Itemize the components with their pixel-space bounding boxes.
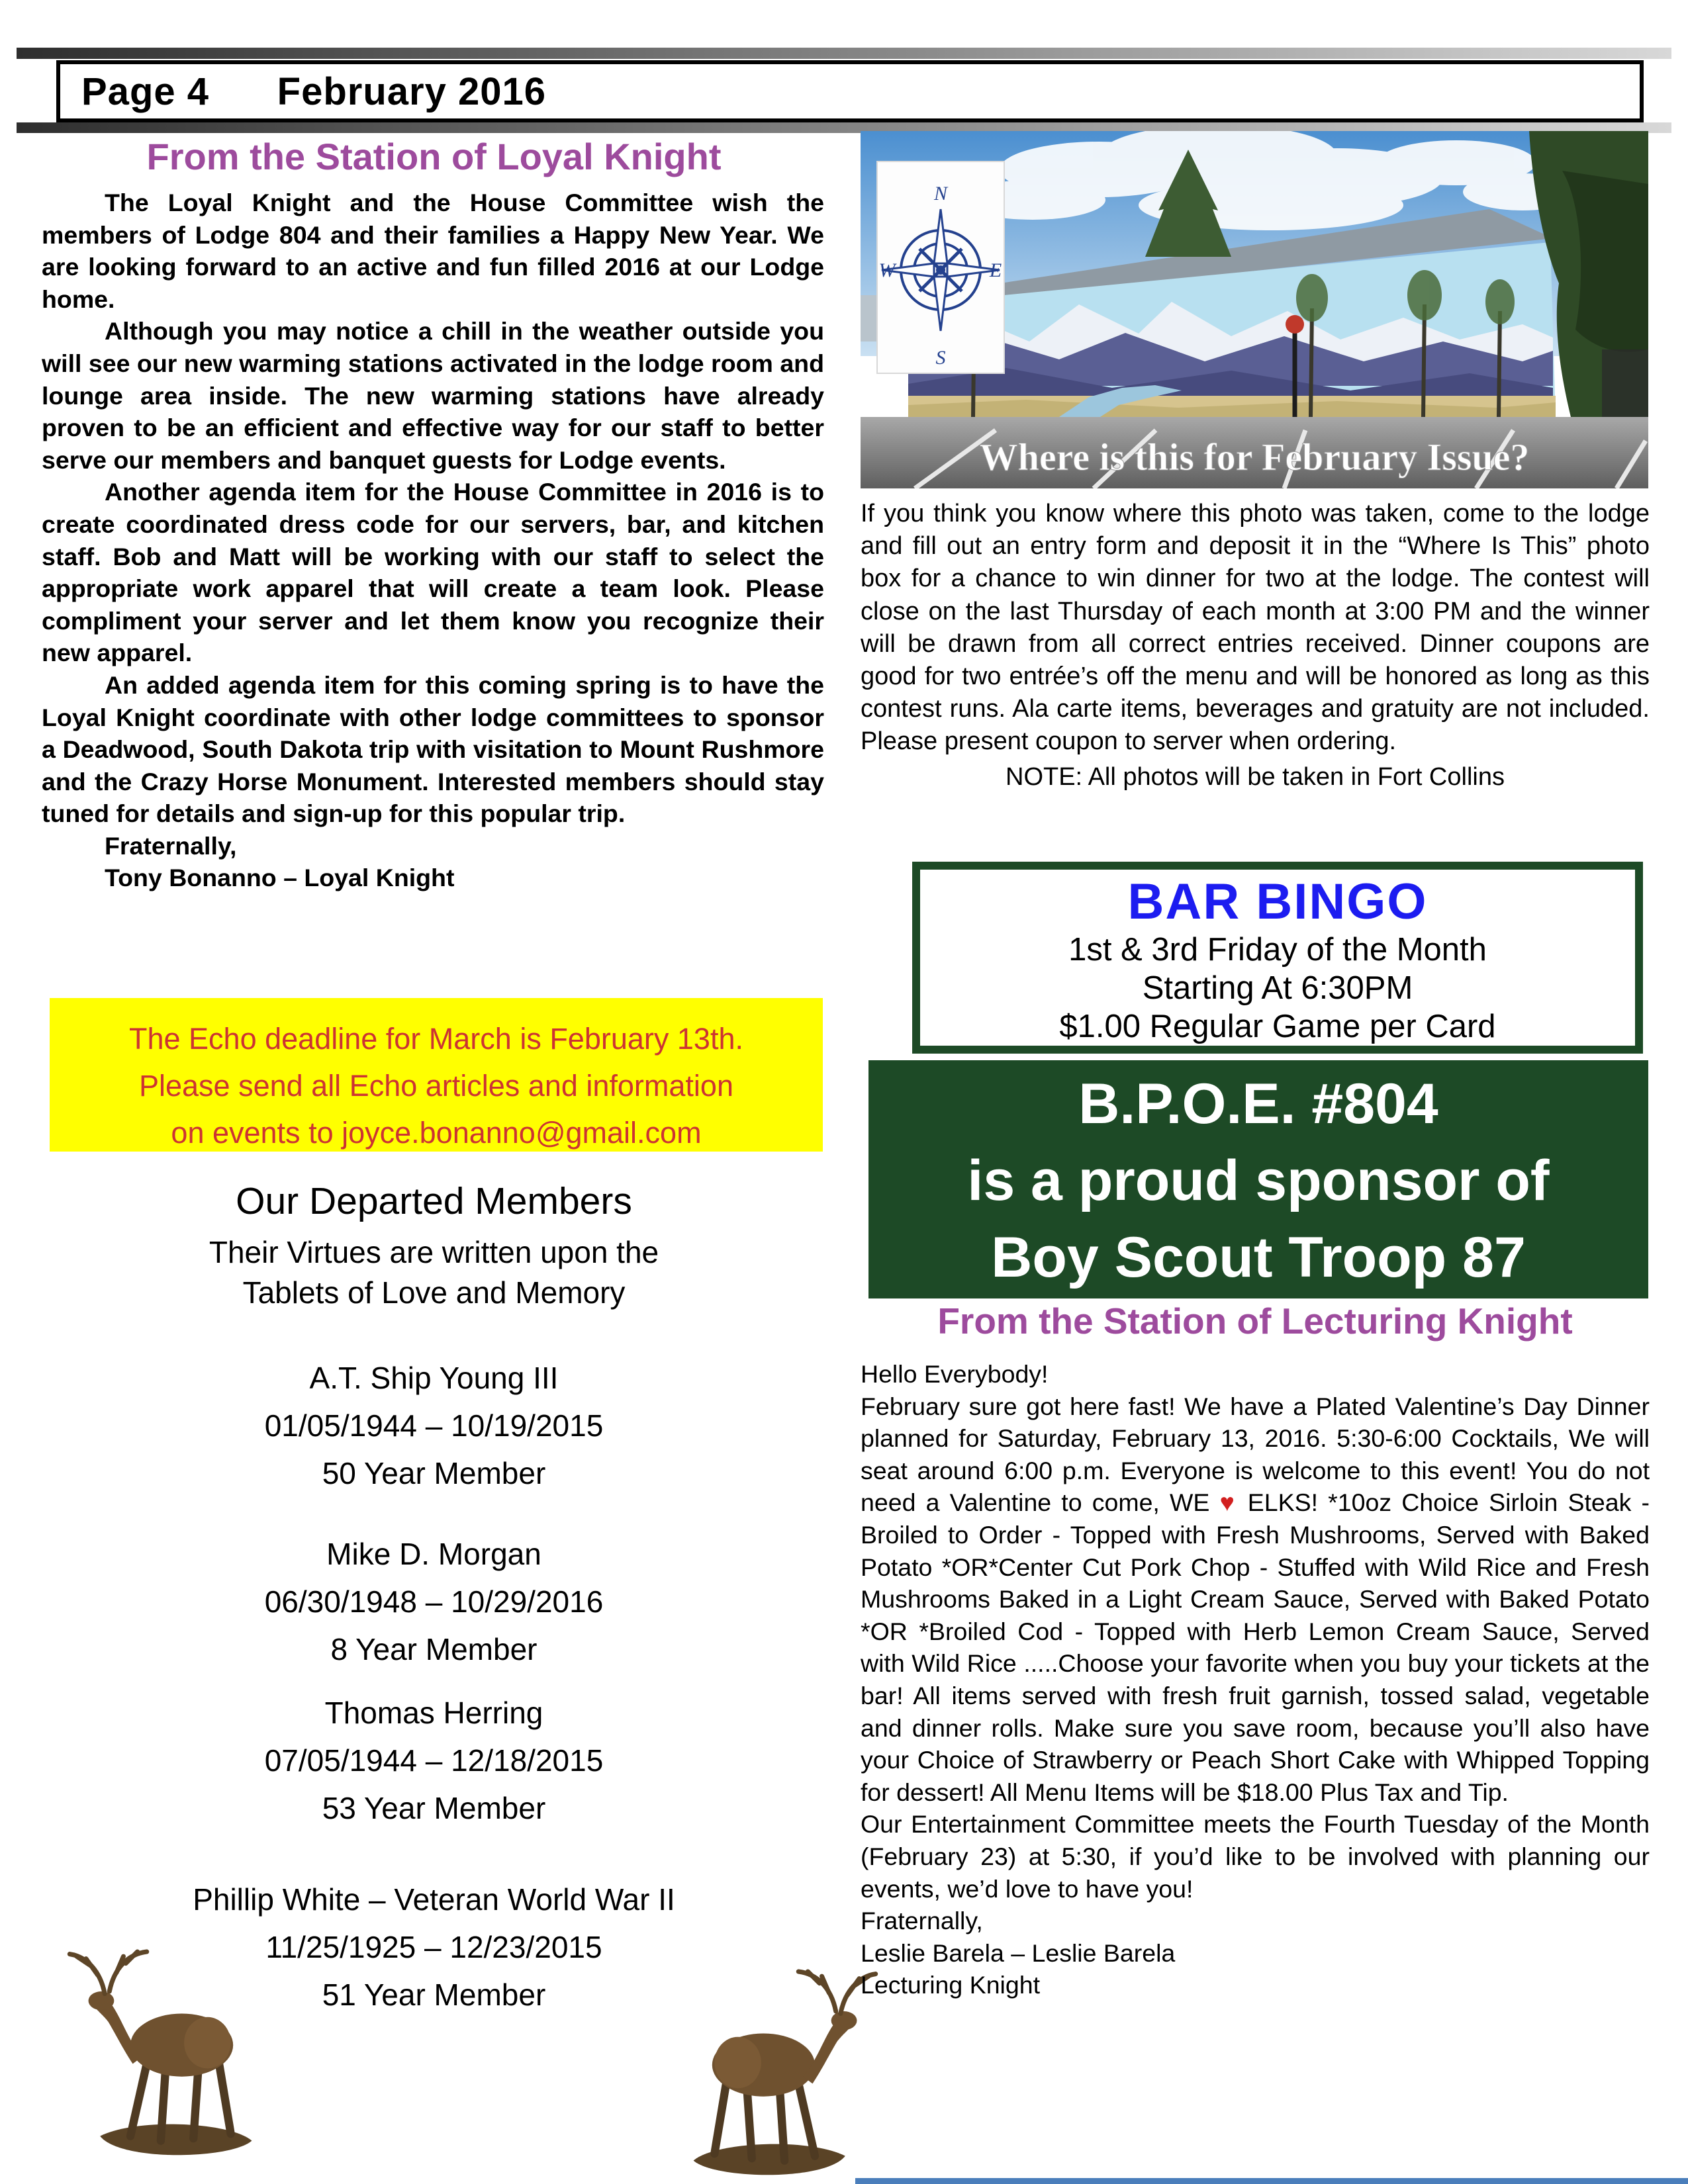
member-dates: 07/05/1944 – 12/18/2015 [264, 1743, 604, 1778]
loyal-closing: Fraternally, [105, 831, 237, 860]
lecturing-closing: Fraternally, [861, 1907, 983, 1935]
bingo-line: $1.00 Regular Game per Card [1059, 1009, 1496, 1044]
member-years: 51 Year Member [322, 1978, 546, 2012]
echo-line: Please send all Echo articles and information [138, 1069, 733, 1103]
heart-icon: ♥ [1219, 1488, 1238, 1517]
sponsor-line: is a proud sponsor of [967, 1149, 1550, 1212]
loyal-paragraph: The Loyal Knight and the House Committee wish the members of Lodge 804 and their families a Happy New Year. We are looking forward to an active and fun filled 2016 at our Lodge home. [42, 189, 824, 313]
departed-member-entry [42, 1354, 826, 1497]
page-header [56, 60, 1644, 122]
lecturing-signature: Leslie Barela – Leslie Barela [861, 1938, 1176, 1967]
member-name: Mike D. Morgan [326, 1537, 541, 1571]
compass-n-label: N [933, 183, 948, 205]
compass-rose-icon [877, 161, 1004, 373]
member-dates: 11/25/1925 – 12/23/2015 [265, 1930, 602, 1964]
header-top-rule [17, 48, 1671, 59]
bar-bingo-title: BAR BINGO [1127, 874, 1428, 930]
loyal-signature: Tony Bonanno – Loyal Knight [105, 864, 455, 892]
elk-statue-image [52, 1947, 293, 2169]
loyal-paragraph: An added agenda item for this coming spring is to have the Loyal Knight coordinate with other lodge committees to sponsor a Deadwood, South Dakota trip with visitation to Mount Rushmore and the Crazy Horse Monument. Interested members should stay tuned for details and sign-up for this popular trip. [42, 670, 824, 828]
compass-e-label: E [989, 259, 1002, 281]
departed-members-subtitle [42, 1232, 826, 1313]
bingo-line: Starting At 6:30PM [1142, 970, 1413, 1006]
echo-line: The Echo deadline for March is February 13th. [129, 1022, 743, 1056]
bar-bingo-box [912, 862, 1643, 1054]
sponsor-line: B.P.O.E. #804 [1078, 1072, 1438, 1136]
member-years: 50 Year Member [322, 1456, 546, 1490]
where-is-this-article [861, 498, 1650, 794]
lecturing-knight-article [861, 1358, 1650, 2001]
member-dates: 01/05/1944 – 10/19/2015 [264, 1408, 604, 1443]
member-name: Thomas Herring [324, 1696, 543, 1730]
member-years: 8 Year Member [330, 1632, 538, 1666]
where-is-this-photo [861, 131, 1648, 488]
page-title: Page 4 February 2016 [81, 69, 547, 113]
contest-body: If you think you know where this photo was taken, come to the lodge and fill out an entry form and deposit it in the “Where Is This” photo box for a chance to win dinner for two at the lodge. The contest will close on the last Thursday of each month at 3:00 PM and the winner will be drawn from all correct entries received. Dinner coupons are good for two entrée’s off the menu and will be honored as long as this contest runs. Ala carte items, beverages and gratuity are not included. Please present coupon to server when ordering. [861, 500, 1650, 756]
lecturing-text: February sure got here fast! We have a Plated Valentine’s Day Dinner planned for Saturday, February 13, 2016. 5:30-6:00 Cocktails, We will seat around 6:00 p.m. Everyone is welcome to this event! You do not need a Valentine to come, WE [861, 1392, 1650, 1517]
compass-s-label: S [935, 347, 946, 369]
lecturing-paragraph: Our Entertainment Committee meets the Fourth Tuesday of the Month (February 23) at 5:30, if you’d like to be involved with planning our events, we’d love to have you! [861, 1810, 1650, 1903]
departed-member-entry [42, 1530, 826, 1673]
sponsor-line: Boy Scout Troop 87 [991, 1226, 1526, 1289]
lecturing-text: ELKS! *10oz Choice Sirloin Steak - Broiled to Order - Topped with Fresh Mushrooms, Served with Baked Potato *OR*Center Cut Pork Chop - Stuffed with Wild Rice and Fresh Mushrooms Baked in a Light Cream Sauce, Served with Baked Potato *OR *Broiled Cod - Topped with Herb Lemon Cream Sauce, Served with Wild Rice .....Choose your favorite when you buy your tickets at the bar! All items served with fresh fruit garnish, tossed salad, vegetable and dinner rolls. Make sure you save room, because you’ll also have your Choice of Strawberry or Peach Short Cake with Whipped Topping for dessert! All Menu Items will be $18.00 Plus Tax and Tip. [861, 1488, 1650, 1806]
contest-note: NOTE: All photos will be taken in Fort Collins [1006, 762, 1505, 791]
member-dates: 06/30/1948 – 10/29/2016 [264, 1584, 604, 1619]
departed-members-heading: Our Departed Members [236, 1180, 632, 1222]
lecturing-knight-heading: From the Station of Lecturing Knight [937, 1300, 1573, 1342]
subtitle-line: Tablets of Love and Memory [242, 1275, 626, 1310]
boy-scout-sponsor-box [868, 1060, 1648, 1298]
lecturing-title: Lecturing Knight [861, 1971, 1041, 1999]
echo-line: on events to joyce.bonanno@gmail.com [171, 1116, 702, 1150]
lecturing-paragraph [861, 1390, 1650, 1809]
compass-w-label: W [878, 259, 896, 281]
member-years: 53 Year Member [322, 1791, 546, 1825]
member-name: A.T. Ship Young III [309, 1361, 559, 1395]
subtitle-line: Their Virtues are written upon the [209, 1235, 659, 1269]
loyal-knight-article [42, 187, 824, 894]
loyal-paragraph: Although you may notice a chill in the weather outside you will see our new warming stations activated in the lodge room and lounge area inside. The new warming stations have already proven to be an efficient and effective way for our staff to better serve our members and banquet guests for Lodge events. [42, 317, 824, 474]
bottom-rule [855, 2178, 1688, 2184]
member-name: Phillip White – Veteran World War II [193, 1882, 675, 1917]
photo-caption: Where is this for February Issue? [979, 435, 1530, 478]
loyal-paragraph: Another agenda item for the House Committee in 2016 is to create coordinated dress code for our servers, bar, and kitchen staff. Bob and Matt will be working with our staff to select the appropriate work apparel that will create a team look. Please compliment your server and let them know you recognize their new apparel. [42, 478, 824, 667]
elk-statue-image [652, 1967, 894, 2184]
echo-deadline-notice [50, 998, 823, 1152]
bingo-line: 1st & 3rd Friday of the Month [1068, 932, 1487, 968]
departed-member-entry [42, 1689, 826, 1832]
lecturing-greeting: Hello Everybody! [861, 1360, 1049, 1388]
loyal-knight-heading: From the Station of Loyal Knight [146, 136, 722, 177]
